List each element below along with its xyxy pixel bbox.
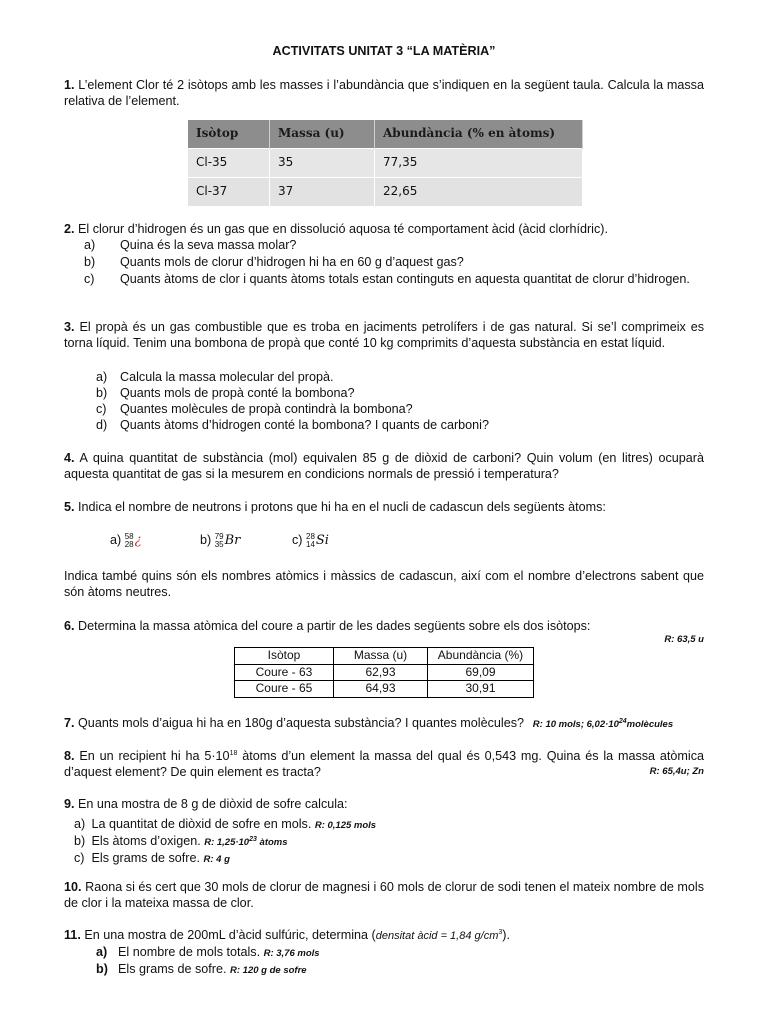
question-2 bbox=[64, 221, 704, 237]
page-title: ACTIVITATS UNITAT 3 “LA MATÈRIA” bbox=[272, 44, 496, 58]
list-item: c) Els grams de sofre. R: 4 g bbox=[74, 851, 230, 865]
copper-isotope-table bbox=[234, 647, 534, 698]
question-text: L’element Clor té 2 isòtops amb les masses i l’abundància que s’indiquen en la següent taula. Calcula la massa relativa de l’element. bbox=[64, 78, 704, 109]
question-number: 4. bbox=[64, 451, 75, 465]
table-header: Massa (u) bbox=[270, 120, 375, 149]
table-row bbox=[188, 178, 583, 207]
question-11: 11. En una mostra de 200mL d’àcid sulfúric, determina (densitat àcid = 1,84 $g/cm^3$). bbox=[64, 928, 510, 942]
table-cell: 30,91 bbox=[428, 681, 534, 698]
list-item: c) Quantes molècules de propà contindrà la bombona? bbox=[96, 402, 413, 416]
list-item: d) Quants àtoms d’hidrogen conté la bombona? I quants de carboni? bbox=[96, 418, 489, 432]
question-5-followup: Indica també quins són els nombres atòmics i màssics de cadascun, així com el nombre d’electrons sabent que són àtoms neutres. bbox=[64, 569, 704, 600]
question-number: 3. bbox=[64, 320, 75, 334]
question-text: Indica el nombre de neutrons i protons que hi ha en el nucli de cadascun dels següents àtoms: bbox=[78, 500, 606, 514]
question-number: 11. bbox=[64, 928, 81, 942]
question-number: 6. bbox=[64, 619, 75, 633]
question-text: Quants mols d’aigua hi ha en 180g d’aquesta substància? I quantes molècules? bbox=[78, 716, 524, 730]
table-header: Massa (u) bbox=[334, 648, 428, 665]
atom-c: c) 28 14Si bbox=[292, 531, 329, 549]
list-item: b) Els àtoms d’oxigen. R: $1,25\cdot 10^{23}$ àtoms bbox=[74, 834, 288, 848]
question-7 bbox=[64, 715, 724, 731]
table-header: Isòtop bbox=[188, 120, 270, 149]
table-header: Abundància (%) bbox=[428, 648, 534, 665]
table-row bbox=[235, 664, 534, 681]
table-cell: Coure - 63 bbox=[235, 664, 334, 681]
answer: R: 10 mols; $6,02\cdot 10^{24}molècules$ bbox=[532, 717, 674, 730]
table-cell: 22,65 bbox=[375, 178, 583, 207]
question-number: 10. bbox=[64, 880, 82, 894]
question-10 bbox=[64, 879, 704, 912]
question-number: 5. bbox=[64, 500, 75, 514]
question-text: En una mostra de 8 g de diòxid de sofre calcula: bbox=[78, 797, 348, 811]
question-5 bbox=[64, 499, 704, 515]
table-cell: 37 bbox=[270, 178, 375, 207]
table-cell: Cl-35 bbox=[188, 149, 270, 178]
question-text: Raona si és cert que 30 mols de clorur de magnesi i 60 mols de clorur de sodi tenen el mateix nombre de mols de clor i la mateixa massa de clor. bbox=[64, 880, 704, 911]
question-text: A quina quantitat de substància (mol) equivalen 85 g de diòxid de carboni? Quin volum (en litres) ocuparà aquesta quantitat de gas si la mesurem en condicions normals de pressió i temperatura? bbox=[64, 451, 704, 482]
chlorine-isotope-table bbox=[188, 120, 583, 206]
question-text: El clorur d’hidrogen és un gas que en dissolució aquosa té comportament àcid (àcid clorhídric). bbox=[78, 222, 608, 236]
question-number: 9. bbox=[64, 797, 75, 811]
question-6 bbox=[64, 618, 704, 634]
table-cell: 35 bbox=[270, 149, 375, 178]
list-item: a) Quina és la seva massa molar? bbox=[84, 238, 297, 252]
question-4 bbox=[64, 450, 704, 483]
answer: R: 63,5 u bbox=[664, 634, 704, 645]
table-row bbox=[188, 149, 583, 178]
table-row bbox=[235, 681, 534, 698]
atom-b: b) 79 35Br bbox=[200, 531, 241, 549]
list-item: a) La quantitat de diòxid de sofre en mols. R: 0,125 mols bbox=[74, 817, 377, 831]
list-item: a) Calcula la massa molecular del propà. bbox=[96, 370, 334, 384]
table-cell: Cl-37 bbox=[188, 178, 270, 207]
list-item: c) Quants àtoms de clor i quants àtoms totals estan continguts en aquesta quantitat de clorur d’hidrogen. bbox=[84, 272, 690, 286]
table-cell: 64,93 bbox=[334, 681, 428, 698]
table-header: Isòtop bbox=[235, 648, 334, 665]
question-number: 2. bbox=[64, 222, 75, 236]
question-8: 8. En un recipient hi ha $5\cdot 10^{18}$ àtoms d’un element la massa del qual és 0,543 mg. Quina és la massa atòmica d’aquest element? De quin element es tracta? bbox=[64, 749, 704, 780]
table-cell: 62,93 bbox=[334, 664, 428, 681]
table-header: Abundància (% en àtoms) bbox=[375, 120, 583, 149]
list-item: b) Quants mols de clorur d’hidrogen hi ha en 60 g d’aquest gas? bbox=[84, 255, 464, 269]
question-number: 1. bbox=[64, 78, 75, 92]
table-cell: Coure - 65 bbox=[235, 681, 334, 698]
question-3 bbox=[64, 319, 704, 352]
question-number: 8. bbox=[64, 749, 75, 763]
answer: R: 65,4u; Zn bbox=[649, 766, 704, 777]
list-item: b) Els grams de sofre. R: 120 g de sofre bbox=[96, 962, 307, 976]
atom-a: a) 58 28¿ bbox=[110, 531, 142, 549]
question-9 bbox=[64, 796, 704, 812]
table-cell: 69,09 bbox=[428, 664, 534, 681]
table-cell: 77,35 bbox=[375, 149, 583, 178]
list-item: a) El nombre de mols totals. R: 3,76 mols bbox=[96, 945, 320, 959]
question-text: Determina la massa atòmica del coure a partir de les dades següents sobre els dos isòtops: bbox=[78, 619, 591, 633]
question-text: El propà és un gas combustible que es troba en jaciments petrolífers i de gas natural. Si se’l comprimeix es torna líquid. Tenim una bombona de propà que conté 10 kg comprimits d’aquesta substància en estat líquid. bbox=[64, 320, 705, 351]
list-item: b) Quants mols de propà conté la bombona? bbox=[96, 386, 355, 400]
question-number: 7. bbox=[64, 716, 75, 730]
question-1 bbox=[64, 77, 704, 110]
